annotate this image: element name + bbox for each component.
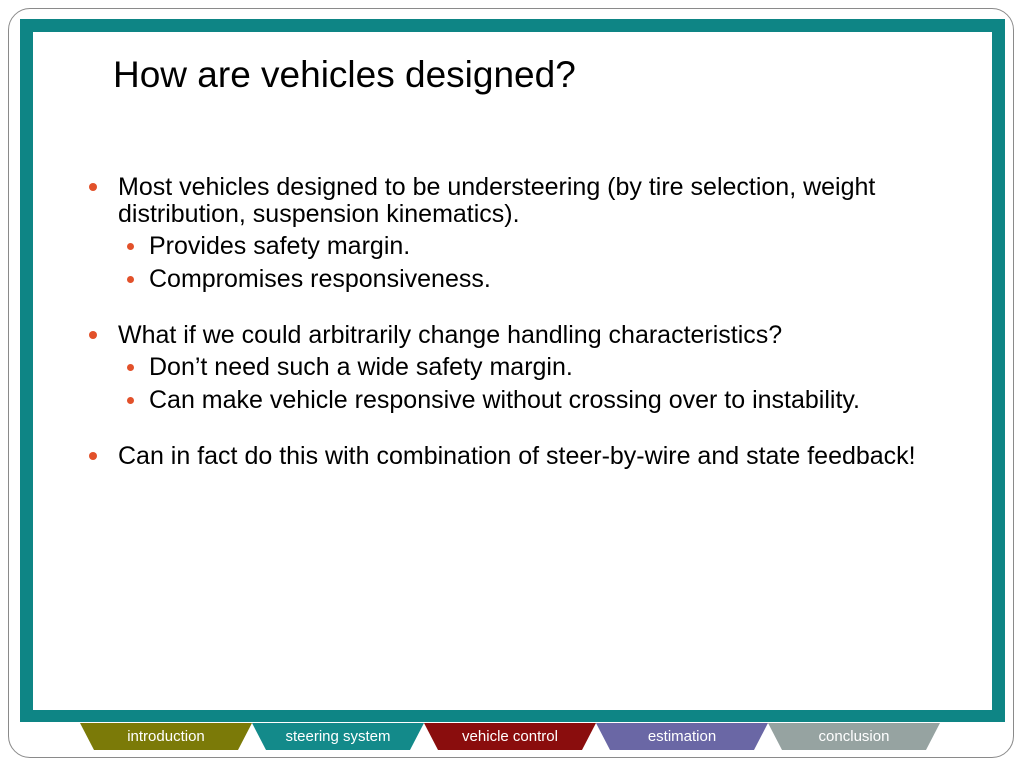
sub-bullet-item [118, 233, 949, 260]
section-nav-bar [80, 723, 940, 750]
sub-bullet-dot-icon [127, 276, 134, 283]
nav-tab-label: introduction [127, 728, 205, 745]
sub-bullet-text: Don’t need such a wide safety margin. [149, 353, 573, 381]
slide-title: How are vehicles designed? [113, 54, 576, 95]
bullet-dot-icon [89, 331, 97, 339]
bullet-dot-icon [89, 452, 97, 460]
nav-tab-label: vehicle control [462, 728, 558, 745]
nav-tab-label: conclusion [818, 728, 890, 745]
bullet-item [89, 322, 949, 414]
sub-bullet-dot-icon [127, 397, 134, 404]
sub-bullet-list [118, 233, 949, 293]
sub-bullet-text: Can make vehicle responsive without crossing over to instability. [149, 386, 860, 414]
nav-tab-estimation[interactable] [596, 723, 768, 750]
bullet-dot-icon [89, 183, 97, 191]
sub-bullet-item [118, 266, 949, 293]
sub-bullet-item [118, 354, 949, 381]
bullet-text: What if we could arbitrarily change handling characteristics? [118, 321, 783, 349]
bullet-item [89, 443, 949, 470]
nav-tab-introduction[interactable] [80, 723, 252, 750]
sub-bullet-list [118, 354, 949, 414]
bullet-text: Most vehicles designed to be understeering (by tire selection, weight distribution, suspension kinematics). [118, 173, 876, 228]
slide-content [33, 32, 992, 710]
bullet-item [89, 174, 949, 293]
sub-bullet-dot-icon [127, 364, 134, 371]
sub-bullet-text: Provides safety margin. [149, 232, 411, 260]
nav-tab-label: steering system [285, 728, 391, 745]
sub-bullet-item [118, 387, 949, 414]
nav-tab-label: estimation [647, 728, 717, 745]
nav-tab-vehicle-control[interactable] [424, 723, 596, 750]
bullet-list [89, 174, 949, 470]
bullet-text: Can in fact do this with combination of steer-by-wire and state feedback! [118, 442, 916, 470]
sub-bullet-text: Compromises responsiveness. [149, 265, 491, 293]
sub-bullet-dot-icon [127, 243, 134, 250]
nav-tab-conclusion[interactable] [768, 723, 940, 750]
nav-tab-steering-system[interactable] [252, 723, 424, 750]
